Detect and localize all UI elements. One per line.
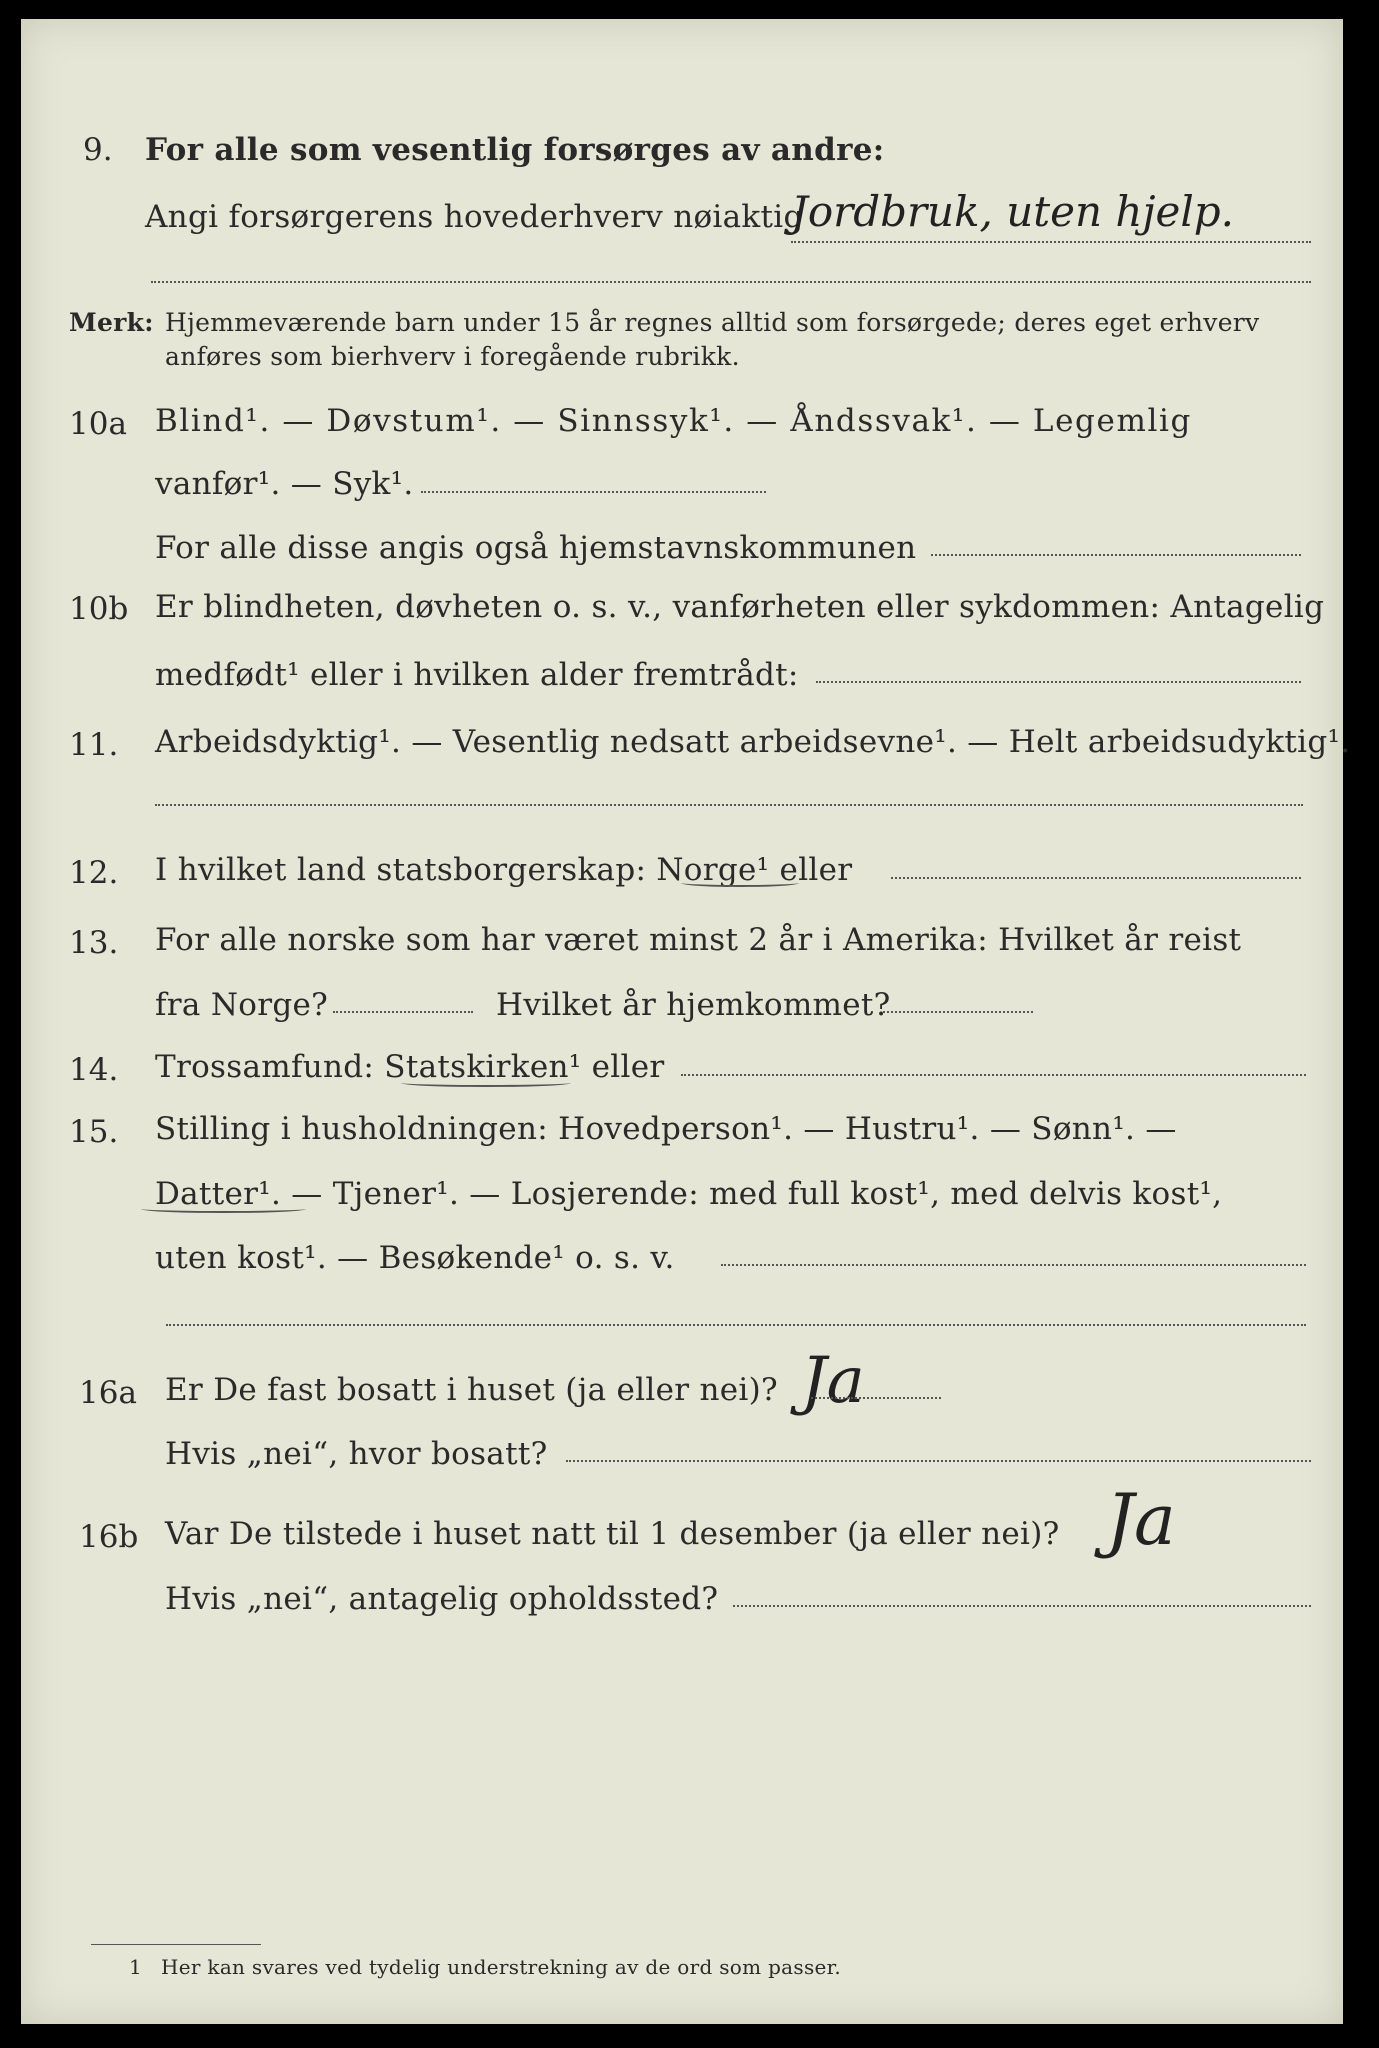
- q16a-line-2: Hvis „nei“, hvor bosatt?: [165, 1436, 548, 1472]
- q13-line-2a: fra Norge?: [155, 987, 329, 1023]
- q10b-answer-line: [816, 681, 1301, 683]
- census-form-page: [21, 19, 1351, 2024]
- q14-line-1: Trossamfund: Statskirken¹ eller: [155, 1049, 665, 1085]
- q10a-line-2: vanfør¹. — Syk¹.: [155, 466, 414, 502]
- q13-line-2b: Hvilket år hjemkommet?: [496, 987, 891, 1023]
- q16a-line-1: Er De fast bosatt i huset (ja eller nei)?: [165, 1372, 778, 1408]
- q10b-line-2: medfødt¹ eller i hvilken alder fremtrådt:: [155, 657, 799, 693]
- q9-prompt: Angi forsørgerens hovederhverv nøiaktig: [145, 199, 804, 235]
- merk-label: Merk:: [69, 308, 154, 337]
- q13-reist-line: [333, 1011, 473, 1013]
- q12-line-1: I hvilket land statsborgerskap: Norge¹ eller: [155, 852, 853, 888]
- q13-line-1: For alle norske som har været minst 2 år i Amerika: Hvilket år reist: [155, 922, 1242, 958]
- q15-line-2: Datter¹. — Tjener¹. — Losjerende: med full kost¹, med delvis kost¹,: [155, 1176, 1223, 1212]
- q15-answer-line: [721, 1264, 1306, 1266]
- q11-number: 11.: [69, 727, 119, 763]
- q11-line-1: Arbeidsdyktig¹. — Vesentlig nedsatt arbeidsevne¹. — Helt arbeidsudyktig¹.: [155, 724, 1351, 760]
- statskirken-underline: [401, 1079, 571, 1087]
- q10a-line-1: Blind¹. — Døvstum¹. — Sinnssyk¹. — Åndssvak¹. — Legemlig: [155, 403, 1192, 439]
- merk-text-1: Hjemmeværende barn under 15 år regnes alltid som forsørgede; deres eget erhverv: [165, 308, 1260, 337]
- datter-underline: [141, 1205, 306, 1213]
- q13-hjemkommet-line: [883, 1011, 1033, 1013]
- q16a-bosatt-line: [566, 1460, 1311, 1462]
- q15-line-3: uten kost¹. — Besøkende¹ o. s. v.: [155, 1240, 675, 1276]
- q16b-line-2: Hvis „nei“, antagelig opholdssted?: [165, 1581, 719, 1617]
- q15-extra-line: [166, 1324, 1306, 1326]
- q15-line-1: Stilling i husholdningen: Hovedperson¹. — Hustru¹. — Sønn¹. —: [155, 1111, 1177, 1147]
- q16b-handwritten-answer: Ja: [1106, 1479, 1176, 1561]
- q9-extra-line: [151, 281, 1311, 283]
- q16b-line-1: Var De tilstede i huset natt til 1 desember (ja eller nei)?: [165, 1516, 1060, 1552]
- q16b-opholdssted-line: [733, 1605, 1311, 1607]
- q16a-number: 16a: [79, 1375, 137, 1411]
- q13-number: 13.: [69, 925, 119, 961]
- footnote-text: Her kan svares ved tydelig understrekning av de ord som passer.: [161, 1955, 841, 1979]
- merk-text-2: anføres som bierhverv i foregående rubrikk.: [165, 342, 740, 371]
- q9-handwritten-answer: Jordbruk, uten hjelp.: [791, 187, 1235, 236]
- q16a-handwritten-answer: Ja: [801, 1344, 865, 1418]
- q9-heading: For alle som vesentlig forsørges av andre:: [145, 132, 885, 168]
- q10b-line-1: Er blindheten, døvheten o. s. v., vanførheten eller sykdommen: Antagelig: [155, 589, 1325, 625]
- q15-number: 15.: [69, 1114, 119, 1150]
- q10a-number: 10a: [69, 406, 127, 442]
- norge-underline: [681, 879, 799, 887]
- q10a-line-3: For alle disse angis også hjemstavnskommunen: [155, 530, 917, 566]
- footnote-mark: 1: [129, 1955, 143, 1979]
- q10a-kommune-line: [931, 554, 1301, 556]
- q14-answer-line: [681, 1074, 1306, 1076]
- q12-answer-line: [891, 877, 1301, 879]
- footnote-rule: [91, 1944, 261, 1945]
- q9-answer-line: [791, 241, 1311, 243]
- q16b-number: 16b: [79, 1519, 139, 1555]
- q16a-answer-line: [811, 1397, 941, 1399]
- q10a-syk-line: [421, 491, 766, 493]
- q11-answer-line: [155, 804, 1303, 806]
- q9-number: 9.: [83, 132, 113, 168]
- q10b-number: 10b: [69, 591, 129, 627]
- q14-number: 14.: [69, 1052, 119, 1088]
- q12-number: 12.: [69, 855, 119, 891]
